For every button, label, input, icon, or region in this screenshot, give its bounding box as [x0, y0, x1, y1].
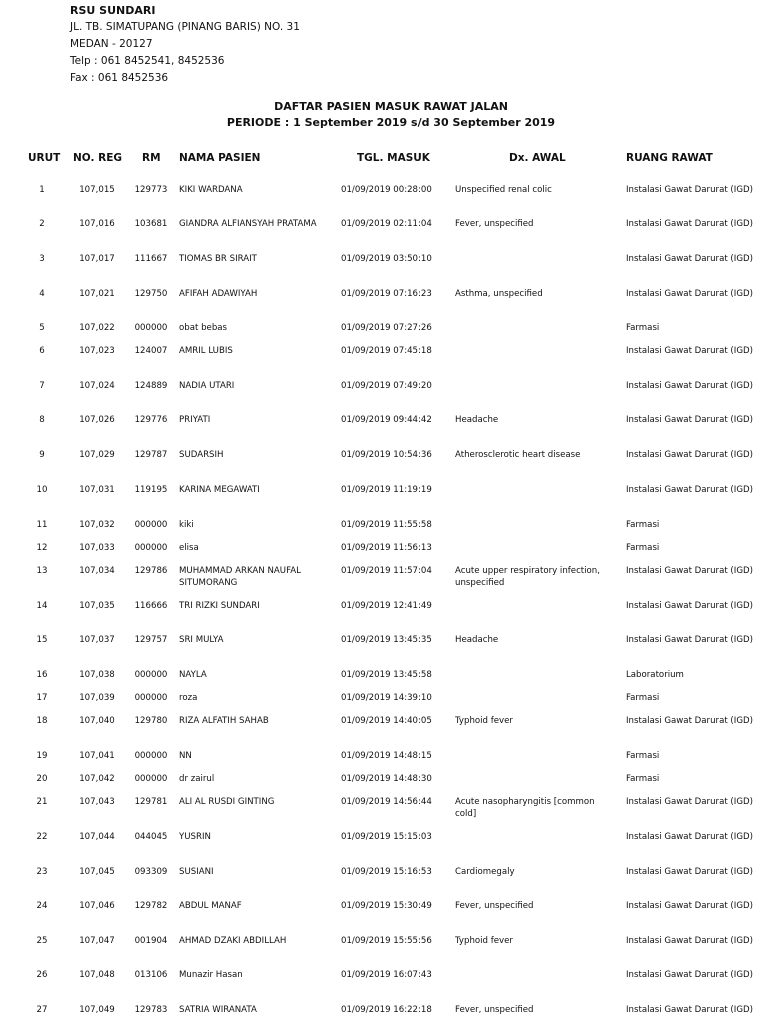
- cell-tgl: 01/09/2019 03:50:10: [341, 254, 432, 264]
- cell-nama: AMRIL LUBIS: [179, 346, 233, 356]
- cell-urut: 1: [39, 185, 45, 195]
- cell-urut: 16: [36, 670, 48, 680]
- cell-ruang: Instalasi Gawat Darurat (IGD): [626, 901, 753, 911]
- cell-reg: 107,049: [79, 1005, 115, 1015]
- cell-tgl: 01/09/2019 16:07:43: [341, 970, 432, 980]
- cell-dx: Headache: [455, 415, 499, 425]
- cell-rm: 000000: [134, 693, 168, 703]
- cell-rm: 129781: [134, 797, 168, 807]
- cell-rm: 129757: [134, 635, 168, 645]
- cell-dx: Unspecified renal colic: [455, 185, 552, 195]
- cell-tgl: 01/09/2019 15:55:56: [341, 936, 432, 946]
- cell-rm: 129780: [134, 716, 168, 726]
- cell-reg: 107,026: [79, 415, 115, 425]
- cell-rm: 000000: [134, 774, 168, 784]
- cell-ruang: Farmasi: [626, 323, 660, 333]
- hospital-fax: Fax : 061 8452536: [70, 72, 169, 84]
- cell-rm: 103681: [134, 219, 168, 229]
- cell-dx: Atherosclerotic heart disease: [455, 450, 581, 460]
- cell-urut: 24: [36, 901, 48, 911]
- report-title: DAFTAR PASIEN MASUK RAWAT JALAN: [274, 100, 508, 113]
- cell-reg: 107,032: [79, 520, 115, 530]
- cell-urut: 21: [36, 797, 48, 807]
- cell-dx: Acute upper respiratory infection, unspecified: [455, 566, 600, 588]
- cell-nama: TIOMAS BR SIRAIT: [179, 254, 257, 264]
- cell-urut: 18: [36, 716, 48, 726]
- cell-urut: 19: [36, 751, 48, 761]
- cell-ruang: Instalasi Gawat Darurat (IGD): [626, 346, 753, 356]
- cell-nama: MUHAMMAD ARKAN NAUFAL SITUMORANG: [179, 566, 301, 588]
- cell-nama: AHMAD DZAKI ABDILLAH: [179, 936, 287, 946]
- cell-nama: ALI AL RUSDI GINTING: [179, 797, 275, 807]
- cell-urut: 11: [36, 520, 48, 530]
- cell-urut: 9: [39, 450, 45, 460]
- report-titles: [0, 99, 768, 131]
- cell-rm: 129776: [134, 415, 168, 425]
- cell-nama: AFIFAH ADAWIYAH: [179, 289, 258, 299]
- hospital-telp: Telp : 061 8452541, 8452536: [70, 55, 225, 67]
- cell-reg: 107,044: [79, 832, 115, 842]
- cell-reg: 107,021: [79, 289, 115, 299]
- cell-ruang: Instalasi Gawat Darurat (IGD): [626, 254, 753, 264]
- cell-urut: 10: [36, 485, 48, 495]
- cell-ruang: Instalasi Gawat Darurat (IGD): [626, 635, 753, 645]
- cell-tgl: 01/09/2019 15:30:49: [341, 901, 432, 911]
- cell-dx: Acute nasopharyngitis [common cold]: [455, 797, 595, 819]
- cell-nama: roza: [179, 693, 198, 703]
- cell-nama: KARINA MEGAWATI: [179, 485, 260, 495]
- cell-reg: 107,048: [79, 970, 115, 980]
- cell-nama: Munazir Hasan: [179, 970, 243, 980]
- col-tgl: TGL. MASUK: [357, 152, 430, 164]
- cell-rm: 129786: [134, 566, 168, 576]
- cell-rm: 093309: [134, 867, 168, 877]
- cell-urut: 6: [39, 346, 45, 356]
- cell-urut: 25: [36, 936, 48, 946]
- cell-reg: 107,039: [79, 693, 115, 703]
- cell-rm: 129783: [134, 1005, 168, 1015]
- cell-urut: 4: [39, 289, 45, 299]
- cell-reg: 107,037: [79, 635, 115, 645]
- cell-tgl: 01/09/2019 10:54:36: [341, 450, 432, 460]
- hospital-address: JL. TB. SIMATUPANG (PINANG BARIS) NO. 31: [70, 21, 300, 33]
- cell-nama: obat bebas: [179, 323, 228, 333]
- cell-reg: 107,047: [79, 936, 115, 946]
- cell-ruang: Instalasi Gawat Darurat (IGD): [626, 485, 753, 495]
- cell-tgl: 01/09/2019 14:56:44: [341, 797, 432, 807]
- cell-urut: 2: [39, 219, 45, 229]
- cell-reg: 107,035: [79, 601, 115, 611]
- cell-rm: 129782: [134, 901, 168, 911]
- cell-ruang: Farmasi: [626, 751, 660, 761]
- col-ruang: RUANG RAWAT: [626, 152, 713, 164]
- cell-tgl: 01/09/2019 14:48:30: [341, 774, 432, 784]
- cell-rm: 013106: [134, 970, 168, 980]
- hospital-city: MEDAN - 20127: [70, 38, 153, 50]
- cell-tgl: 01/09/2019 11:56:13: [341, 543, 432, 553]
- cell-urut: 5: [39, 323, 45, 333]
- cell-nama: NAYLA: [179, 670, 207, 680]
- cell-ruang: Instalasi Gawat Darurat (IGD): [626, 832, 753, 842]
- cell-ruang: Instalasi Gawat Darurat (IGD): [626, 289, 753, 299]
- cell-tgl: 01/09/2019 07:49:20: [341, 381, 432, 391]
- cell-rm: 129750: [134, 289, 168, 299]
- cell-dx: Fever, unspecified: [455, 901, 534, 911]
- cell-ruang: Farmasi: [626, 543, 660, 553]
- cell-tgl: 01/09/2019 14:40:05: [341, 716, 432, 726]
- cell-urut: 27: [36, 1005, 48, 1015]
- cell-dx: Typhoid fever: [455, 716, 513, 726]
- cell-nama: GIANDRA ALFIANSYAH PRATAMA: [179, 219, 317, 229]
- cell-tgl: 01/09/2019 14:39:10: [341, 693, 432, 703]
- cell-dx: Fever, unspecified: [455, 1005, 534, 1015]
- cell-reg: 107,023: [79, 346, 115, 356]
- cell-urut: 3: [39, 254, 45, 264]
- cell-nama: NADIA UTARI: [179, 381, 235, 391]
- col-rm: RM: [142, 152, 161, 164]
- cell-ruang: Instalasi Gawat Darurat (IGD): [626, 716, 753, 726]
- cell-ruang: Instalasi Gawat Darurat (IGD): [626, 415, 753, 425]
- cell-ruang: Instalasi Gawat Darurat (IGD): [626, 1005, 753, 1015]
- cell-tgl: 01/09/2019 07:27:26: [341, 323, 432, 333]
- cell-urut: 17: [36, 693, 48, 703]
- cell-rm: 129787: [134, 450, 168, 460]
- cell-reg: 107,016: [79, 219, 115, 229]
- cell-urut: 12: [36, 543, 48, 553]
- cell-tgl: 01/09/2019 07:16:23: [341, 289, 432, 299]
- cell-rm: 000000: [134, 751, 168, 761]
- cell-reg: 107,024: [79, 381, 115, 391]
- col-nama: NAMA PASIEN: [179, 152, 261, 164]
- cell-tgl: 01/09/2019 02:11:04: [341, 219, 432, 229]
- cell-nama: elisa: [179, 543, 199, 553]
- cell-reg: 107,038: [79, 670, 115, 680]
- cell-reg: 107,045: [79, 867, 115, 877]
- cell-rm: 000000: [134, 323, 168, 333]
- cell-ruang: Farmasi: [626, 520, 660, 530]
- cell-dx: Asthma, unspecified: [455, 289, 543, 299]
- cell-rm: 044045: [134, 832, 168, 842]
- cell-reg: 107,031: [79, 485, 115, 495]
- cell-urut: 15: [36, 635, 48, 645]
- cell-reg: 107,029: [79, 450, 115, 460]
- cell-ruang: Instalasi Gawat Darurat (IGD): [626, 219, 753, 229]
- cell-reg: 107,042: [79, 774, 115, 784]
- cell-tgl: 01/09/2019 11:57:04: [341, 566, 432, 576]
- col-reg: NO. REG: [73, 152, 123, 164]
- cell-urut: 7: [39, 381, 45, 391]
- cell-nama: TRI RIZKI SUNDARI: [179, 601, 260, 611]
- cell-tgl: 01/09/2019 07:45:18: [341, 346, 432, 356]
- cell-ruang: Instalasi Gawat Darurat (IGD): [626, 566, 753, 576]
- cell-ruang: Instalasi Gawat Darurat (IGD): [626, 450, 753, 460]
- cell-dx: Headache: [455, 635, 499, 645]
- cell-reg: 107,017: [79, 254, 115, 264]
- hospital-name: RSU SUNDARI: [70, 4, 156, 17]
- cell-nama: SUDARSIH: [179, 450, 224, 460]
- cell-ruang: Instalasi Gawat Darurat (IGD): [626, 936, 753, 946]
- cell-rm: 124889: [134, 381, 168, 391]
- cell-rm: 119195: [134, 485, 168, 495]
- col-dx: Dx. AWAL: [509, 152, 566, 164]
- cell-reg: 107,043: [79, 797, 115, 807]
- cell-tgl: 01/09/2019 13:45:58: [341, 670, 432, 680]
- cell-rm: 111667: [134, 254, 168, 264]
- cell-rm: 124007: [134, 346, 168, 356]
- cell-nama: dr zairul: [179, 774, 215, 784]
- hospital-header: [70, 2, 300, 87]
- cell-dx: Cardiomegaly: [455, 867, 515, 877]
- cell-tgl: 01/09/2019 16:22:18: [341, 1005, 432, 1015]
- cell-rm: 000000: [134, 543, 168, 553]
- cell-ruang: Farmasi: [626, 693, 660, 703]
- cell-reg: 107,033: [79, 543, 115, 553]
- cell-ruang: Instalasi Gawat Darurat (IGD): [626, 185, 753, 195]
- cell-tgl: 01/09/2019 14:48:15: [341, 751, 432, 761]
- cell-rm: 116666: [134, 601, 168, 611]
- cell-ruang: Instalasi Gawat Darurat (IGD): [626, 601, 753, 611]
- cell-tgl: 01/09/2019 15:16:53: [341, 867, 432, 877]
- cell-ruang: Laboratorium: [626, 670, 684, 680]
- cell-dx: Typhoid fever: [455, 936, 513, 946]
- cell-reg: 107,041: [79, 751, 115, 761]
- cell-ruang: Instalasi Gawat Darurat (IGD): [626, 867, 753, 877]
- cell-nama: RIZA ALFATIH SAHAB: [179, 716, 269, 726]
- cell-rm: 000000: [134, 520, 168, 530]
- cell-nama: kiki: [179, 520, 194, 530]
- cell-nama: NN: [179, 751, 192, 761]
- cell-ruang: Instalasi Gawat Darurat (IGD): [626, 970, 753, 980]
- cell-urut: 13: [36, 566, 48, 576]
- cell-urut: 23: [36, 867, 48, 877]
- cell-nama: SATRIA WIRANATA: [179, 1005, 257, 1015]
- cell-tgl: 01/09/2019 13:45:35: [341, 635, 432, 645]
- cell-urut: 14: [36, 601, 48, 611]
- cell-reg: 107,022: [79, 323, 115, 333]
- cell-tgl: 01/09/2019 15:15:03: [341, 832, 432, 842]
- cell-urut: 8: [39, 415, 45, 425]
- cell-reg: 107,040: [79, 716, 115, 726]
- cell-urut: 20: [36, 774, 48, 784]
- cell-nama: YUSRIN: [179, 832, 211, 842]
- cell-tgl: 01/09/2019 00:28:00: [341, 185, 432, 195]
- cell-reg: 107,046: [79, 901, 115, 911]
- cell-nama: ABDUL MANAF: [179, 901, 242, 911]
- cell-nama: PRIYATI: [179, 415, 211, 425]
- cell-rm: 000000: [134, 670, 168, 680]
- report-period: PERIODE : 1 September 2019 s/d 30 September 2019: [226, 116, 556, 129]
- cell-rm: 001904: [134, 936, 168, 946]
- cell-nama: KIKI WARDANA: [179, 185, 243, 195]
- cell-ruang: Instalasi Gawat Darurat (IGD): [626, 797, 753, 807]
- cell-rm: 129773: [134, 185, 168, 195]
- cell-urut: 22: [36, 832, 48, 842]
- cell-reg: 107,034: [79, 566, 115, 576]
- col-urut: URUT: [28, 152, 61, 164]
- cell-ruang: Instalasi Gawat Darurat (IGD): [626, 381, 753, 391]
- cell-nama: SRI MULYA: [179, 635, 224, 645]
- cell-urut: 26: [36, 970, 48, 980]
- cell-dx: Fever, unspecified: [455, 219, 534, 229]
- cell-tgl: 01/09/2019 11:55:58: [341, 520, 432, 530]
- cell-tgl: 01/09/2019 11:19:19: [341, 485, 432, 495]
- cell-ruang: Farmasi: [626, 774, 660, 784]
- cell-tgl: 01/09/2019 09:44:42: [341, 415, 432, 425]
- cell-nama: SUSIANI: [179, 867, 214, 877]
- cell-reg: 107,015: [79, 185, 115, 195]
- cell-tgl: 01/09/2019 12:41:49: [341, 601, 432, 611]
